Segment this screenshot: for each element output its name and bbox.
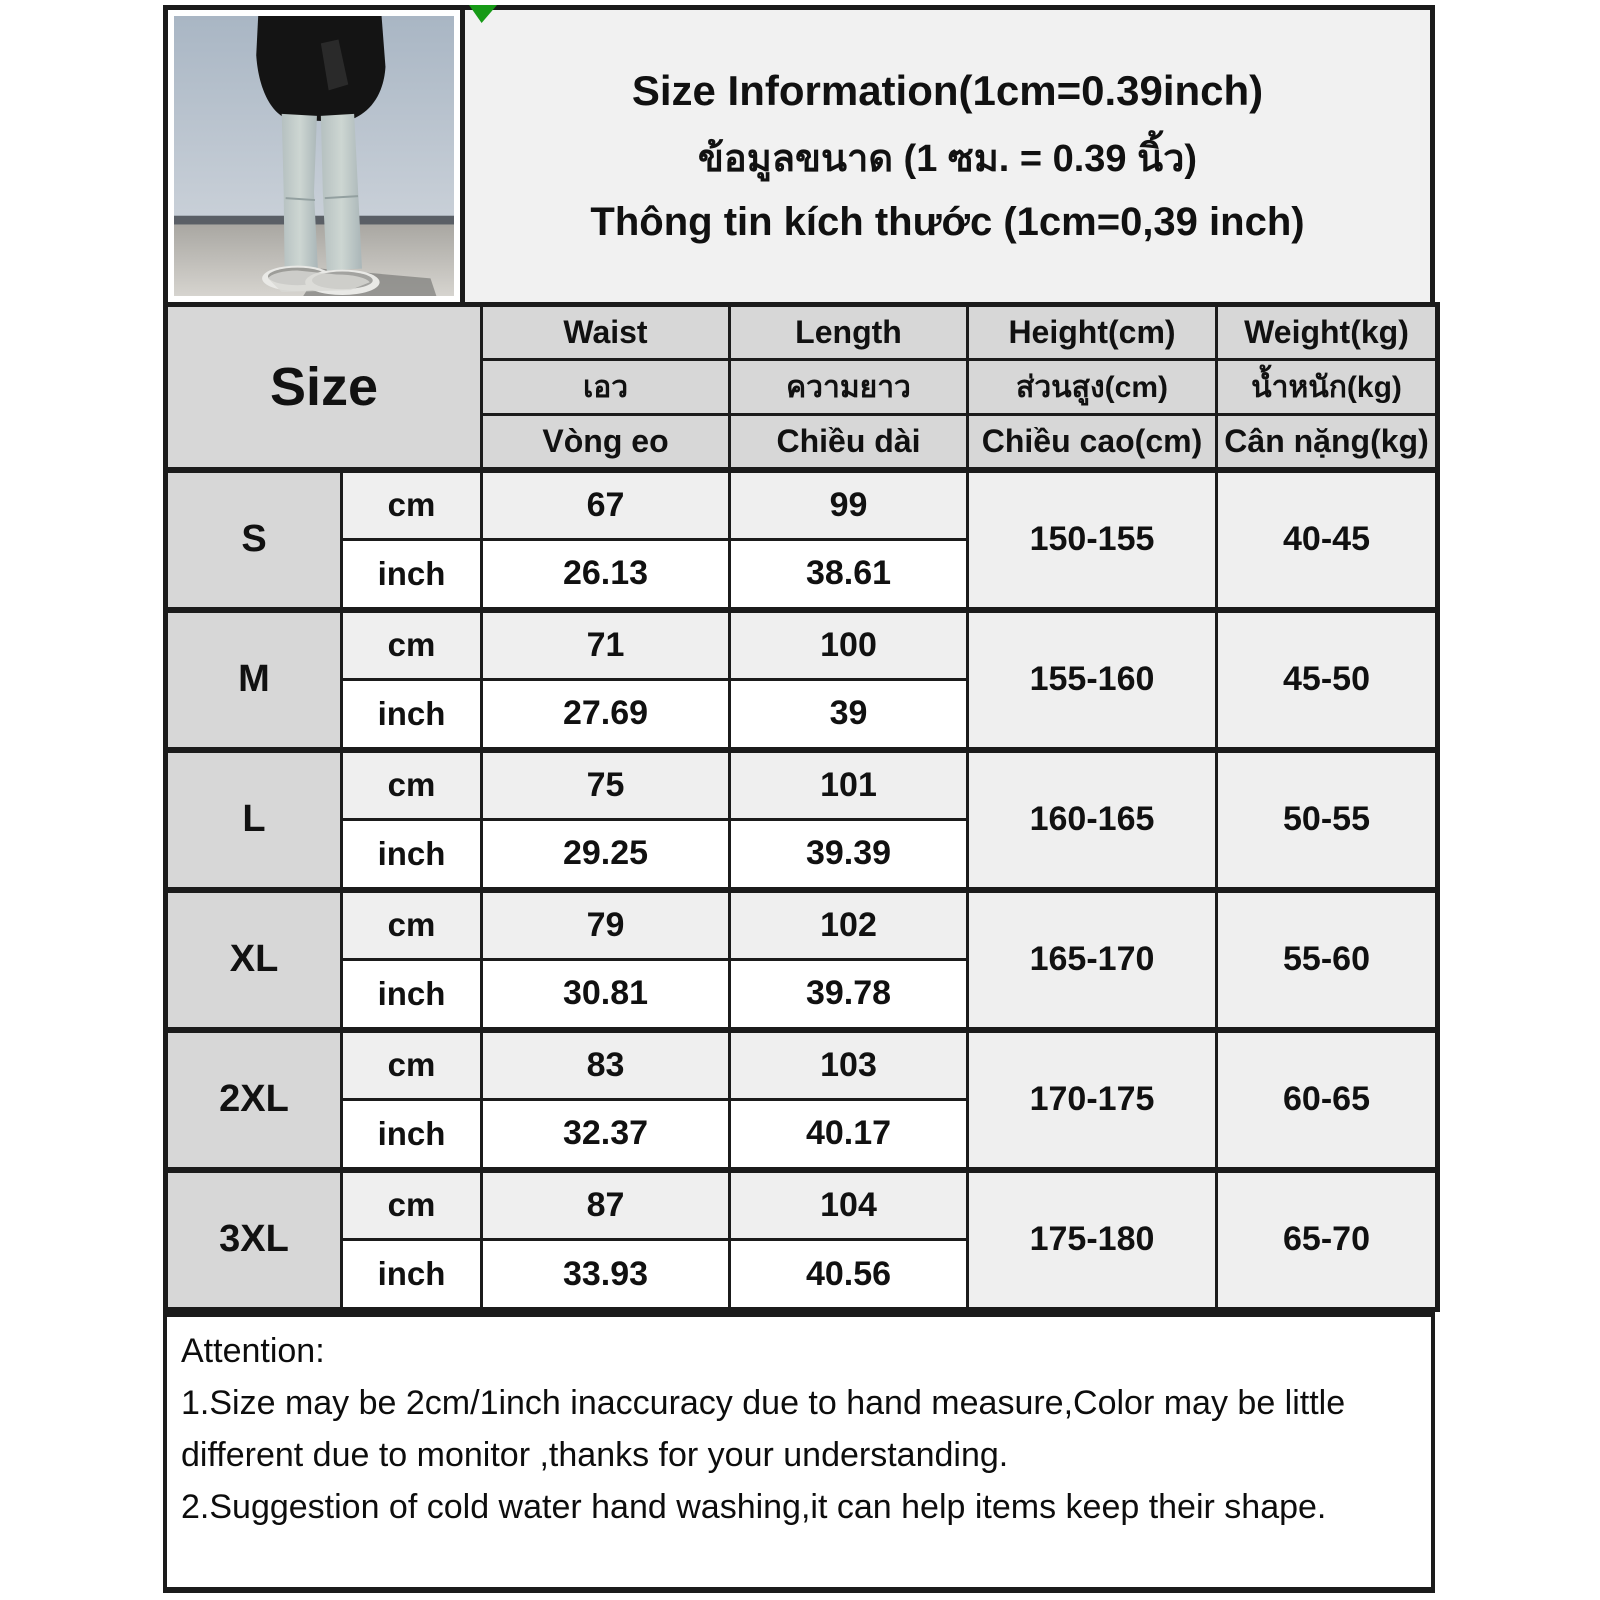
- col-header-waist-vi: Vòng eo: [482, 415, 730, 470]
- waist-inch: 26.13: [482, 540, 730, 610]
- length-inch: 40.56: [730, 1240, 968, 1310]
- attention-heading: Attention:: [181, 1332, 325, 1370]
- unit-cm: cm: [342, 610, 482, 680]
- waist-cm: 71: [482, 610, 730, 680]
- attention-note-1: 1.Size may be 2cm/1inch inaccuracy due to hand measure,Color may be little different due to monitor ,thanks for your understanding.: [181, 1384, 1346, 1474]
- waist-cm: 67: [482, 470, 730, 540]
- size-label-m: M: [166, 610, 342, 750]
- col-header-waist-en: Waist: [482, 305, 730, 360]
- waist-inch: 33.93: [482, 1240, 730, 1310]
- size-label-l: L: [166, 750, 342, 890]
- unit-cm: cm: [342, 890, 482, 960]
- waist-inch: 32.37: [482, 1100, 730, 1170]
- length-cm: 104: [730, 1170, 968, 1240]
- col-header-weight-th: น้ำหนัก(kg): [1217, 360, 1438, 415]
- size-label-s: S: [166, 470, 342, 610]
- col-header-height-vi: Chiều cao(cm): [968, 415, 1217, 470]
- height-range: 170-175: [968, 1030, 1217, 1170]
- length-inch: 39.39: [730, 820, 968, 890]
- attention-note-2: 2.Suggestion of cold water hand washing,it can help items keep their shape.: [181, 1488, 1327, 1526]
- title-vietnamese: Thông tin kích thước (1cm=0,39 inch): [590, 200, 1305, 244]
- col-header-length-th: ความยาว: [730, 360, 968, 415]
- length-inch: 40.17: [730, 1100, 968, 1170]
- unit-cm: cm: [342, 750, 482, 820]
- unit-inch: inch: [342, 1240, 482, 1310]
- size-table: [163, 302, 1440, 1312]
- title-thai: ข้อมูลขนาด (1 ซม. = 0.39 นิ้ว): [697, 138, 1198, 180]
- unit-inch: inch: [342, 820, 482, 890]
- weight-range: 65-70: [1217, 1170, 1438, 1310]
- waist-cm: 87: [482, 1170, 730, 1240]
- height-range: 165-170: [968, 890, 1217, 1030]
- weight-range: 45-50: [1217, 610, 1438, 750]
- length-inch: 39: [730, 680, 968, 750]
- table-row: [166, 1170, 1438, 1240]
- attention-notes: [163, 1312, 1435, 1593]
- unit-cm: cm: [342, 470, 482, 540]
- size-chart-sheet: [163, 5, 1435, 1595]
- height-range: 160-165: [968, 750, 1217, 890]
- title-area: [465, 10, 1430, 302]
- length-cm: 99: [730, 470, 968, 540]
- height-range: 175-180: [968, 1170, 1217, 1310]
- col-header-weight-vi: Cân nặng(kg): [1217, 415, 1438, 470]
- length-cm: 100: [730, 610, 968, 680]
- col-header-weight-en: Weight(kg): [1217, 305, 1438, 360]
- height-range: 155-160: [968, 610, 1217, 750]
- product-photo: [168, 10, 465, 302]
- top-section: [163, 5, 1435, 307]
- model-jeans-illustration: [174, 16, 454, 296]
- table-row: [166, 1030, 1438, 1100]
- col-header-length-vi: Chiều dài: [730, 415, 968, 470]
- unit-inch: inch: [342, 1100, 482, 1170]
- length-cm: 103: [730, 1030, 968, 1100]
- waist-cm: 79: [482, 890, 730, 960]
- table-row: [166, 750, 1438, 820]
- length-inch: 39.78: [730, 960, 968, 1030]
- waist-inch: 27.69: [482, 680, 730, 750]
- unit-inch: inch: [342, 680, 482, 750]
- waist-cm: 75: [482, 750, 730, 820]
- length-inch: 38.61: [730, 540, 968, 610]
- unit-inch: inch: [342, 540, 482, 610]
- title-english: Size Information(1cm=0.39inch): [631, 67, 1264, 114]
- size-header-cell: Size: [166, 305, 482, 470]
- waist-inch: 29.25: [482, 820, 730, 890]
- col-header-height-th: ส่วนสูง(cm): [968, 360, 1217, 415]
- length-cm: 102: [730, 890, 968, 960]
- size-label-2xl: 2XL: [166, 1030, 342, 1170]
- weight-range: 50-55: [1217, 750, 1438, 890]
- unit-cm: cm: [342, 1170, 482, 1240]
- waist-cm: 83: [482, 1030, 730, 1100]
- weight-range: 60-65: [1217, 1030, 1438, 1170]
- size-label-3xl: 3XL: [166, 1170, 342, 1310]
- col-header-height-en: Height(cm): [968, 305, 1217, 360]
- unit-inch: inch: [342, 960, 482, 1030]
- length-cm: 101: [730, 750, 968, 820]
- table-row: [166, 470, 1438, 540]
- table-row: [166, 610, 1438, 680]
- height-range: 150-155: [968, 470, 1217, 610]
- col-header-waist-th: เอว: [482, 360, 730, 415]
- weight-range: 55-60: [1217, 890, 1438, 1030]
- size-label-xl: XL: [166, 890, 342, 1030]
- weight-range: 40-45: [1217, 470, 1438, 610]
- col-header-length-en: Length: [730, 305, 968, 360]
- waist-inch: 30.81: [482, 960, 730, 1030]
- table-row: [166, 890, 1438, 960]
- unit-cm: cm: [342, 1030, 482, 1100]
